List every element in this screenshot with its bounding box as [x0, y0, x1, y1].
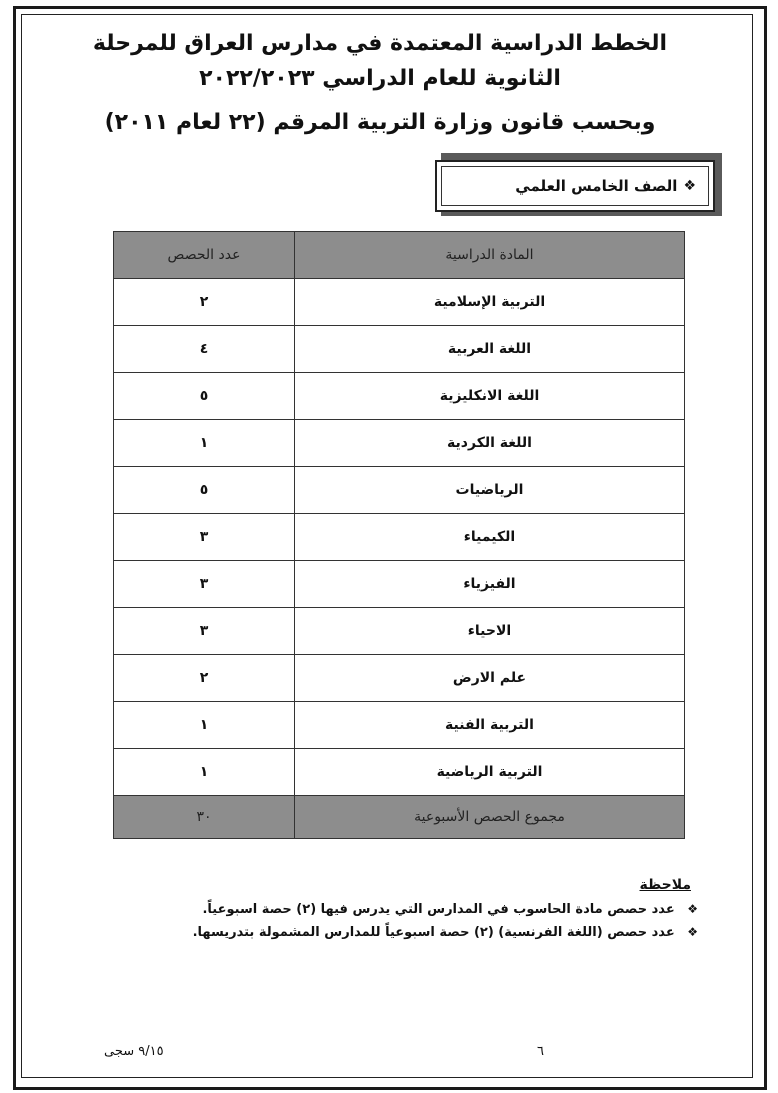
header-line-1: الخطط الدراسية المعتمدة في مدارس العراق للمرحلة — [92, 31, 668, 56]
table-row — [114, 326, 685, 373]
table-row — [114, 561, 685, 608]
count-cell: ٢ — [114, 655, 295, 702]
diamond-bullet-icon: ❖ — [687, 902, 698, 916]
grade-box — [435, 160, 715, 212]
subject-cell: الفيزياء — [294, 561, 684, 608]
grade-box-inner — [441, 166, 709, 206]
note-item — [193, 925, 698, 940]
table-row — [114, 279, 685, 326]
subject-cell: الكيمياء — [294, 514, 684, 561]
table-row — [114, 467, 685, 514]
subject-cell: اللغة الكردية — [294, 420, 684, 467]
subject-cell: الرياضيات — [294, 467, 684, 514]
table-row — [114, 514, 685, 561]
count-cell: ٥ — [114, 373, 295, 420]
count-cell: ٤ — [114, 326, 295, 373]
footer-reference: ٩/١٥ سجى — [104, 1044, 164, 1059]
header-line-2: الثانوية للعام الدراسي ٢٠٢٢/٢٠٢٣ — [199, 66, 561, 91]
subject-cell: اللغة العربية — [294, 326, 684, 373]
total-value: ٣٠ — [114, 796, 295, 839]
count-cell: ٣ — [114, 608, 295, 655]
count-cell: ٥ — [114, 467, 295, 514]
diamond-bullet-icon: ❖ — [687, 925, 698, 939]
table-header-row — [114, 232, 685, 279]
subject-cell: التربية الإسلامية — [294, 279, 684, 326]
table-row — [114, 608, 685, 655]
subject-column-header: المادة الدراسية — [294, 232, 684, 279]
diamond-bullet-icon: ❖ — [683, 178, 696, 194]
note-text: عدد حصص (اللغة الفرنسية) (٢) حصة اسبوعياً للمدارس المشمولة بتدريسها. — [192, 925, 675, 940]
subject-cell: التربية الرياضية — [294, 749, 684, 796]
table-row — [114, 655, 685, 702]
notes-title: ملاحظة — [639, 877, 691, 893]
note-item — [202, 902, 698, 917]
table-row — [114, 749, 685, 796]
table-row — [114, 420, 685, 467]
count-cell: ١ — [114, 420, 295, 467]
total-label: مجموع الحصص الأسبوعية — [294, 796, 684, 839]
header-line-3: وبحسب قانون وزارة التربية المرقم (٢٢ لعام ٢٠١١) — [104, 110, 656, 135]
grade-label: الصف الخامس العلمي — [515, 177, 678, 195]
count-cell: ١ — [114, 702, 295, 749]
subject-cell: التربية الفنية — [294, 702, 684, 749]
page-number: ٦ — [537, 1044, 544, 1059]
count-cell: ٣ — [114, 514, 295, 561]
table-row — [114, 373, 685, 420]
count-cell: ٣ — [114, 561, 295, 608]
table-row — [114, 702, 685, 749]
subject-cell: علم الارض — [294, 655, 684, 702]
subject-cell: اللغة الانكليزية — [294, 373, 684, 420]
subject-cell: الاحياء — [294, 608, 684, 655]
table-total-row — [114, 796, 685, 839]
count-cell: ٢ — [114, 279, 295, 326]
study-plan-table — [113, 231, 685, 839]
note-text: عدد حصص مادة الحاسوب في المدارس التي يدرس فيها (٢) حصة اسبوعياً. — [202, 902, 675, 917]
count-cell: ١ — [114, 749, 295, 796]
count-column-header: عدد الحصص — [114, 232, 295, 279]
